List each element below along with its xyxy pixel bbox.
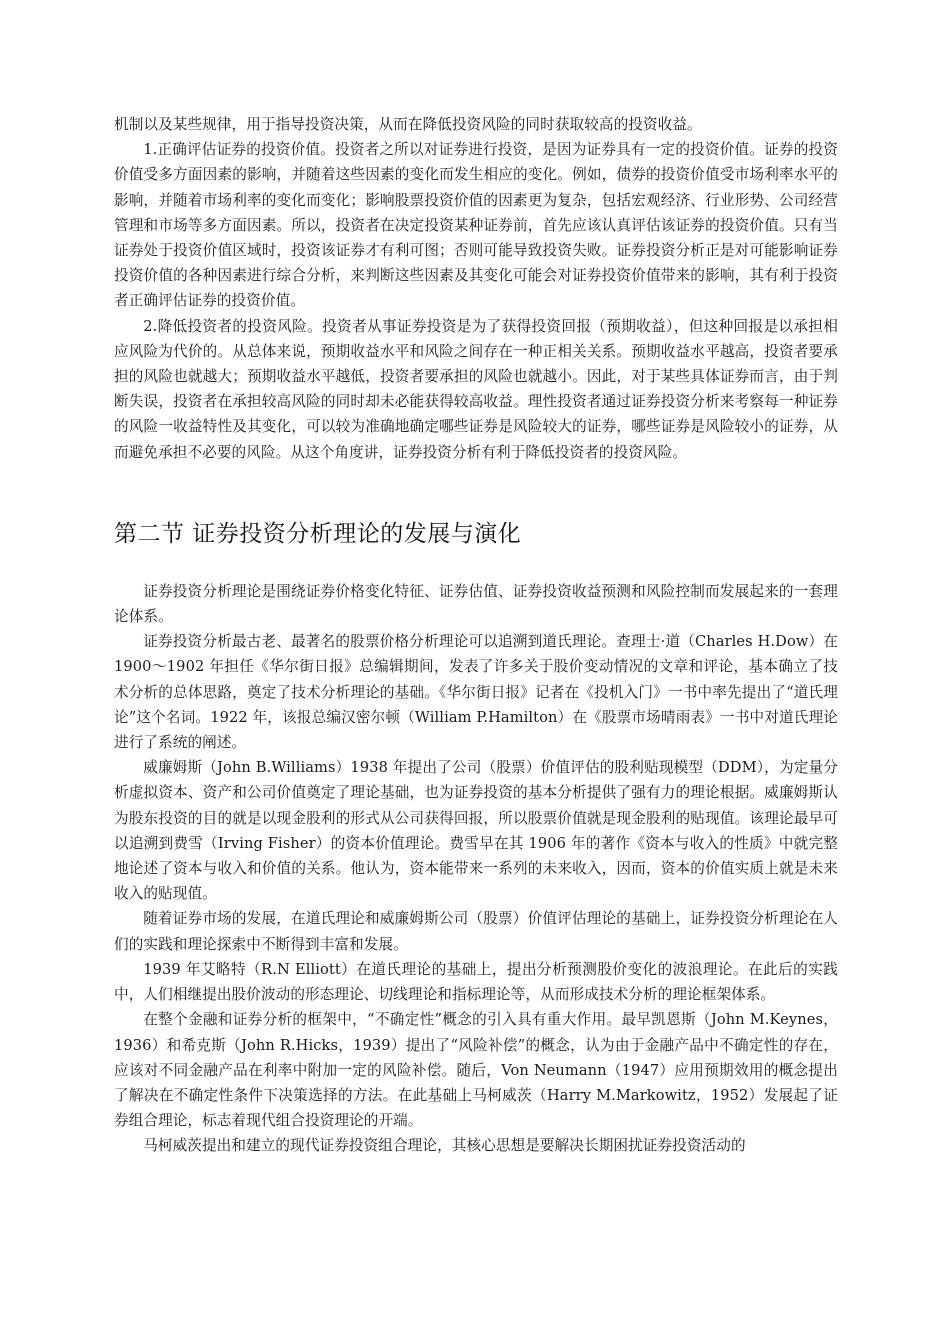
paragraph-point-2: 2.降低投资者的投资风险。投资者从事证券投资是为了获得投资回报（预期收益），但这种回报是以承担相应风险为代价的。从总体来说，预期收益水平和风险之间存在一种正相关关系。预期收益水平越高，投资者要承担的风险也就越大；预期收益水平越低，投资者要承担的风险也就越小。因此，对于某些具体证券而言，由于判断失误，投资者在承担较高风险的同时却未必能获得较高收益。理性投资者通过证券投资分析来考察每一种证券的风险一收益特性及其变化，可以较为准确地确定哪些证券是风险较大的证券，哪些证券是风险较小的证券，从而避免承担不必要的风险。从这个角度讲，证券投资分析有利于降低投资者的投资风险。 xyxy=(114,317,838,461)
paragraph-uncertainty: 在整个金融和证券分析的框架中，“不确定性”概念的引入具有重大作用。最早凯恩斯（John M.Keynes，1936）和希克斯（John R.Hicks，1939）提出了“风险补偿”的概念，认为由于金融产品中不确定性的存在，应该对不同金融产品在利率中附加一定的风险补偿。随后，Von Neumann（1947）应用预期效用的概念提出了解决在不确定性条件下决策选择的方法。在此基础上马柯威茨（Harry M.Markowitz，1952）发展起了证券组合理论，标志着现代组合投资理论的开端。 xyxy=(114,1011,838,1130)
section-spacer xyxy=(114,465,838,517)
paragraph-market-development: 随着证券市场的发展，在道氏理论和威廉姆斯公司（股票）价值评估理论的基础上，证券投资分析理论在人们的实践和理论探索中不断得到丰富和发展。 xyxy=(114,910,838,953)
paragraph-dow-theory: 证券投资分析最古老、最著名的股票价格分析理论可以追溯到道氏理论。查理士·道（Charles H.Dow）在 1900～1902 年担任《华尔街日报》总编辑期间，发表了许多关于股价变动情况的文章和评论，基本确立了技术分析的总体思路，奠定了技术分析理论的基础。《华尔街日报》记者在《投机入门》一书中率先提出了“道氏理论”这个名词。1922 年，该报总编汉密尔顿（William P.Hamilton）在《股票市场晴雨表》一书中对道氏理论进行了系统的阐述。 xyxy=(114,633,838,752)
document-page xyxy=(114,112,838,1159)
paragraph-williams-ddm: 威廉姆斯（John B.Williams）1938 年提出了公司（股票）价值评估的股利贴现模型（DDM），为定量分析虚拟资本、资产和公司价值奠定了理论基础，也为证券投资的基本分析提供了强有力的理论根据。威廉姆斯认为股东投资的目的就是以现金股利的形式从公司获得回报，所以股票价值就是现金股利的贴现值。该理论最早可以追溯到费雪（Irving Fisher）的资本价值理论。费雪早在其 1906 年的著作《资本与收入的性质》中就完整地论述了资本与收入和价值的关系。他认为，资本能带来一系列的未来收入，因而，资本的价值实质上就是未来收入的贴现值。 xyxy=(114,759,838,903)
paragraph-elliott-wave: 1939 年艾略特（R.N Elliott）在道氏理论的基础上，提出分析预测股价变化的波浪理论。在此后的实践中，人们相继提出股价波动的形态理论、切线理论和指标理论等，从而形成技术分析的理论框架体系。 xyxy=(114,960,838,1004)
section-spacer xyxy=(114,551,838,579)
paragraph-theory-intro: 证券投资分析理论是围绕证券价格变化特征、证券估值、证券投资收益预测和风险控制而发展起来的一套理论体系。 xyxy=(114,582,838,626)
paragraph-continuation: 机制以及某些规律，用于指导投资决策，从而在降低投资风险的同时获取较高的投资收益。 xyxy=(114,116,702,133)
paragraph-markowitz: 马柯威茨提出和建立的现代证券投资组合理论，其核心思想是要解决长期困扰证券投资活动的 xyxy=(143,1137,746,1155)
section-heading: 第二节 证券投资分析理论的发展与演化 xyxy=(114,520,522,547)
paragraph-point-1: 1.正确评估证券的投资价值。投资者之所以对证券进行投资，是因为证券具有一定的投资价值。证券的投资价值受多方面因素的影响，并随着这些因素的变化而发生相应的变化。例如，债券的投资价值受市场利率水平的影响，并随着市场利率的变化而变化；影响股票投资价值的因素更为复杂，包括宏观经济、行业形势、公司经营管理和市场等多方面因素。所以，投资者在决定投资某种证券前，首先应该认真评估该证券的投资价值。只有当证券处于投资价值区域时，投资该证券才有利可图；否则可能导致投资失败。证券投资分析正是对可能影响证券投资价值的各种因素进行综合分析，来判断这些因素及其变化可能会对证券投资价值带来的影响，其有利于投资者正确评估证券的投资价值。 xyxy=(114,141,838,310)
